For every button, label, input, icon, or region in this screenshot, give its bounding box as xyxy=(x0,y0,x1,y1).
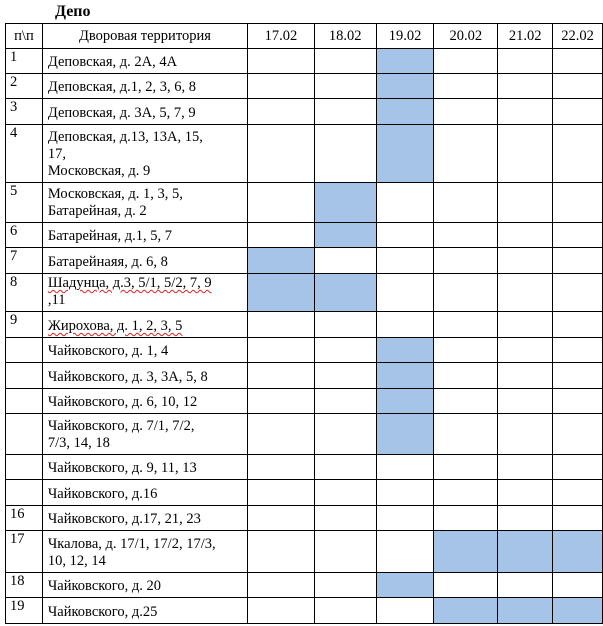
date-cell xyxy=(314,363,376,389)
address-line: Московская, д. 9 xyxy=(47,163,151,179)
table-row xyxy=(6,414,603,455)
date-cell xyxy=(434,480,498,506)
table-row xyxy=(6,223,603,248)
date-cell xyxy=(248,125,315,183)
scheduled-cell xyxy=(376,99,434,125)
scheduled-cell xyxy=(434,598,498,624)
scheduled-cell xyxy=(248,274,315,312)
address-line: Чайковского, д. 20 xyxy=(47,578,162,594)
date-cell xyxy=(248,414,315,455)
date-cell xyxy=(553,414,603,455)
address-line: Чайковского, д. 3, 3А, 5, 8 xyxy=(47,369,208,385)
row-number xyxy=(6,480,43,506)
date-cell xyxy=(498,506,553,531)
scheduled-cell xyxy=(376,389,434,414)
address-line: Чайковского, д.16 xyxy=(47,486,158,502)
date-cell xyxy=(248,506,315,531)
date-cell xyxy=(553,223,603,248)
date-cell xyxy=(376,506,434,531)
table-row xyxy=(6,274,603,312)
date-cell xyxy=(314,506,376,531)
row-number xyxy=(6,338,43,363)
date-cell xyxy=(553,389,603,414)
territory-cell xyxy=(42,573,247,598)
date-cell xyxy=(553,363,603,389)
address-line: Чайковского, д. 1, 4 xyxy=(47,343,169,359)
row-number: 17 xyxy=(6,531,43,573)
date-cell xyxy=(314,455,376,480)
date-cell xyxy=(376,274,434,312)
territory-cell xyxy=(42,223,247,248)
address-line: Чайковского, д. 9, 11, 13 xyxy=(47,460,197,476)
date-cell xyxy=(434,274,498,312)
date-cell xyxy=(434,312,498,338)
date-cell xyxy=(248,455,315,480)
date-cell xyxy=(498,312,553,338)
date-cell xyxy=(248,598,315,624)
document-title: Депо xyxy=(55,3,91,20)
address-line: Чайковского, д.17, 21, 23 xyxy=(47,511,201,527)
date-cell xyxy=(376,531,434,573)
scheduled-cell xyxy=(314,274,376,312)
date-cell xyxy=(553,183,603,223)
row-number xyxy=(6,389,43,414)
date-cell xyxy=(376,248,434,274)
address-line: Батарейная, д.1, 5, 7 xyxy=(47,228,173,244)
date-cell xyxy=(314,99,376,125)
table-row xyxy=(6,338,603,363)
date-cell xyxy=(498,248,553,274)
scheduled-cell xyxy=(248,248,315,274)
date-cell xyxy=(553,74,603,99)
scheduled-cell xyxy=(434,531,498,573)
date-cell xyxy=(498,49,553,74)
address-line: Батарейная, д. 2 xyxy=(47,203,147,219)
date-cell xyxy=(553,99,603,125)
date-cell xyxy=(248,183,315,223)
address-line: 17, xyxy=(47,146,66,162)
scheduled-cell xyxy=(376,74,434,99)
address-line: Деповская, д.1, 2, 3, 6, 8 xyxy=(47,79,197,95)
date-cell xyxy=(434,338,498,363)
date-cell xyxy=(434,363,498,389)
date-cell xyxy=(498,99,553,125)
table-row xyxy=(6,531,603,573)
scheduled-cell xyxy=(314,183,376,223)
address-line: Батарейнаяя, д. 6, 8 xyxy=(47,254,168,270)
date-cell xyxy=(434,99,498,125)
territory-cell xyxy=(42,389,247,414)
address-line: Чайковского, д. 6, 10, 12 xyxy=(47,394,198,410)
address-line: Жирохова, д. 1, 2, 3, 5 xyxy=(47,318,183,334)
date-cell xyxy=(498,363,553,389)
table-row xyxy=(6,506,603,531)
table-row xyxy=(6,312,603,338)
date-cell xyxy=(553,573,603,598)
date-cell xyxy=(248,338,315,363)
date-cell xyxy=(314,312,376,338)
row-number: 7 xyxy=(6,248,43,274)
address-line: Чкалова, д. 17/1, 17/2, 17/3, xyxy=(47,536,216,552)
address-line: Деповская, д.13, 13А, 15, xyxy=(47,129,203,145)
territory-cell xyxy=(42,312,247,338)
territory-cell xyxy=(42,99,247,125)
date-cell xyxy=(314,248,376,274)
table-row xyxy=(6,598,603,624)
table-row xyxy=(6,125,603,183)
date-cell xyxy=(498,455,553,480)
address-line: 10, 12, 14 xyxy=(47,553,106,569)
row-number: 1 xyxy=(6,49,43,74)
row-number: 16 xyxy=(6,506,43,531)
scheduled-cell xyxy=(376,573,434,598)
territory-cell xyxy=(42,125,247,183)
row-number: 2 xyxy=(6,74,43,99)
table-row xyxy=(6,455,603,480)
header-date: 20.02 xyxy=(434,24,498,49)
scheduled-cell xyxy=(314,223,376,248)
date-cell xyxy=(248,223,315,248)
date-cell xyxy=(553,248,603,274)
date-cell xyxy=(498,480,553,506)
date-cell xyxy=(498,74,553,99)
territory-cell xyxy=(42,248,247,274)
date-cell xyxy=(434,414,498,455)
scheduled-cell xyxy=(498,598,553,624)
date-cell xyxy=(376,598,434,624)
date-cell xyxy=(553,338,603,363)
address-line: Деповская, д. 3А, 5, 7, 9 xyxy=(47,105,196,121)
date-cell xyxy=(314,598,376,624)
date-cell xyxy=(498,274,553,312)
row-number: 4 xyxy=(6,125,43,183)
table-row xyxy=(6,183,603,223)
row-number: 5 xyxy=(6,183,43,223)
date-cell xyxy=(248,49,315,74)
date-cell xyxy=(553,49,603,74)
date-cell xyxy=(434,74,498,99)
scheduled-cell xyxy=(376,125,434,183)
date-cell xyxy=(434,389,498,414)
territory-cell xyxy=(42,338,247,363)
territory-cell xyxy=(42,598,247,624)
table-row xyxy=(6,248,603,274)
date-cell xyxy=(314,480,376,506)
date-cell xyxy=(248,531,315,573)
date-cell xyxy=(434,183,498,223)
date-cell xyxy=(553,506,603,531)
date-cell xyxy=(553,455,603,480)
row-number xyxy=(6,363,43,389)
date-cell xyxy=(498,183,553,223)
date-cell xyxy=(498,414,553,455)
date-cell xyxy=(498,338,553,363)
header-date: 19.02 xyxy=(376,24,434,49)
date-cell xyxy=(248,389,315,414)
date-cell xyxy=(248,74,315,99)
scheduled-cell xyxy=(376,414,434,455)
scheduled-cell xyxy=(498,531,553,573)
header-num: п\п xyxy=(6,24,43,49)
table-row xyxy=(6,480,603,506)
date-cell xyxy=(434,573,498,598)
header-date: 21.02 xyxy=(498,24,553,49)
date-cell xyxy=(434,506,498,531)
date-cell xyxy=(376,312,434,338)
table-row xyxy=(6,99,603,125)
territory-cell xyxy=(42,414,247,455)
date-cell xyxy=(314,338,376,363)
date-cell xyxy=(248,573,315,598)
date-cell xyxy=(498,125,553,183)
address-line: Шадунца, д.3, 5/1, 5/2, 7, 9 xyxy=(47,275,212,291)
territory-cell xyxy=(42,455,247,480)
table-row xyxy=(6,389,603,414)
date-cell xyxy=(553,274,603,312)
date-cell xyxy=(498,573,553,598)
address-line: Деповская, д. 2А, 4А xyxy=(47,54,178,70)
address-line: Чайковского, д.25 xyxy=(47,604,158,620)
date-cell xyxy=(248,363,315,389)
date-cell xyxy=(553,312,603,338)
row-number xyxy=(6,414,43,455)
date-cell xyxy=(553,480,603,506)
date-cell xyxy=(434,455,498,480)
header-territory: Дворовая территория xyxy=(42,24,247,49)
row-number: 9 xyxy=(6,312,43,338)
date-cell xyxy=(314,389,376,414)
address-line: ,11 xyxy=(47,292,66,308)
table-row xyxy=(6,363,603,389)
header-date: 18.02 xyxy=(314,24,376,49)
territory-cell xyxy=(42,363,247,389)
date-cell xyxy=(376,223,434,248)
date-cell xyxy=(248,99,315,125)
date-cell xyxy=(498,389,553,414)
row-number: 18 xyxy=(6,573,43,598)
date-cell xyxy=(434,125,498,183)
date-cell xyxy=(314,125,376,183)
table-row xyxy=(6,49,603,74)
date-cell xyxy=(376,480,434,506)
date-cell xyxy=(376,455,434,480)
scheduled-cell xyxy=(553,531,603,573)
date-cell xyxy=(248,312,315,338)
row-number xyxy=(6,455,43,480)
territory-cell xyxy=(42,74,247,99)
address-line: Чайковского, д. 7/1, 7/2, xyxy=(47,418,195,434)
row-number: 6 xyxy=(6,223,43,248)
territory-cell xyxy=(42,480,247,506)
header-date: 22.02 xyxy=(553,24,603,49)
date-cell xyxy=(314,49,376,74)
date-cell xyxy=(314,531,376,573)
date-cell xyxy=(314,573,376,598)
date-cell xyxy=(434,223,498,248)
date-cell xyxy=(498,223,553,248)
scheduled-cell xyxy=(376,49,434,74)
date-cell xyxy=(434,49,498,74)
header-date: 17.02 xyxy=(248,24,315,49)
address-line: 7/3, 14, 18 xyxy=(47,435,110,451)
territory-cell xyxy=(42,49,247,74)
table-row xyxy=(6,74,603,99)
date-cell xyxy=(248,480,315,506)
address-line: Московская, д. 1, 3, 5, xyxy=(47,186,183,202)
row-number: 3 xyxy=(6,99,43,125)
schedule-table xyxy=(5,23,603,624)
territory-cell xyxy=(42,506,247,531)
date-cell xyxy=(434,248,498,274)
scheduled-cell xyxy=(553,598,603,624)
date-cell xyxy=(553,125,603,183)
territory-cell xyxy=(42,274,247,312)
row-number: 8 xyxy=(6,274,43,312)
territory-cell xyxy=(42,183,247,223)
date-cell xyxy=(376,183,434,223)
table-row xyxy=(6,573,603,598)
scheduled-cell xyxy=(376,363,434,389)
date-cell xyxy=(314,74,376,99)
territory-cell xyxy=(42,531,247,573)
date-cell xyxy=(314,414,376,455)
row-number: 19 xyxy=(6,598,43,624)
scheduled-cell xyxy=(376,338,434,363)
header-row xyxy=(6,24,603,49)
